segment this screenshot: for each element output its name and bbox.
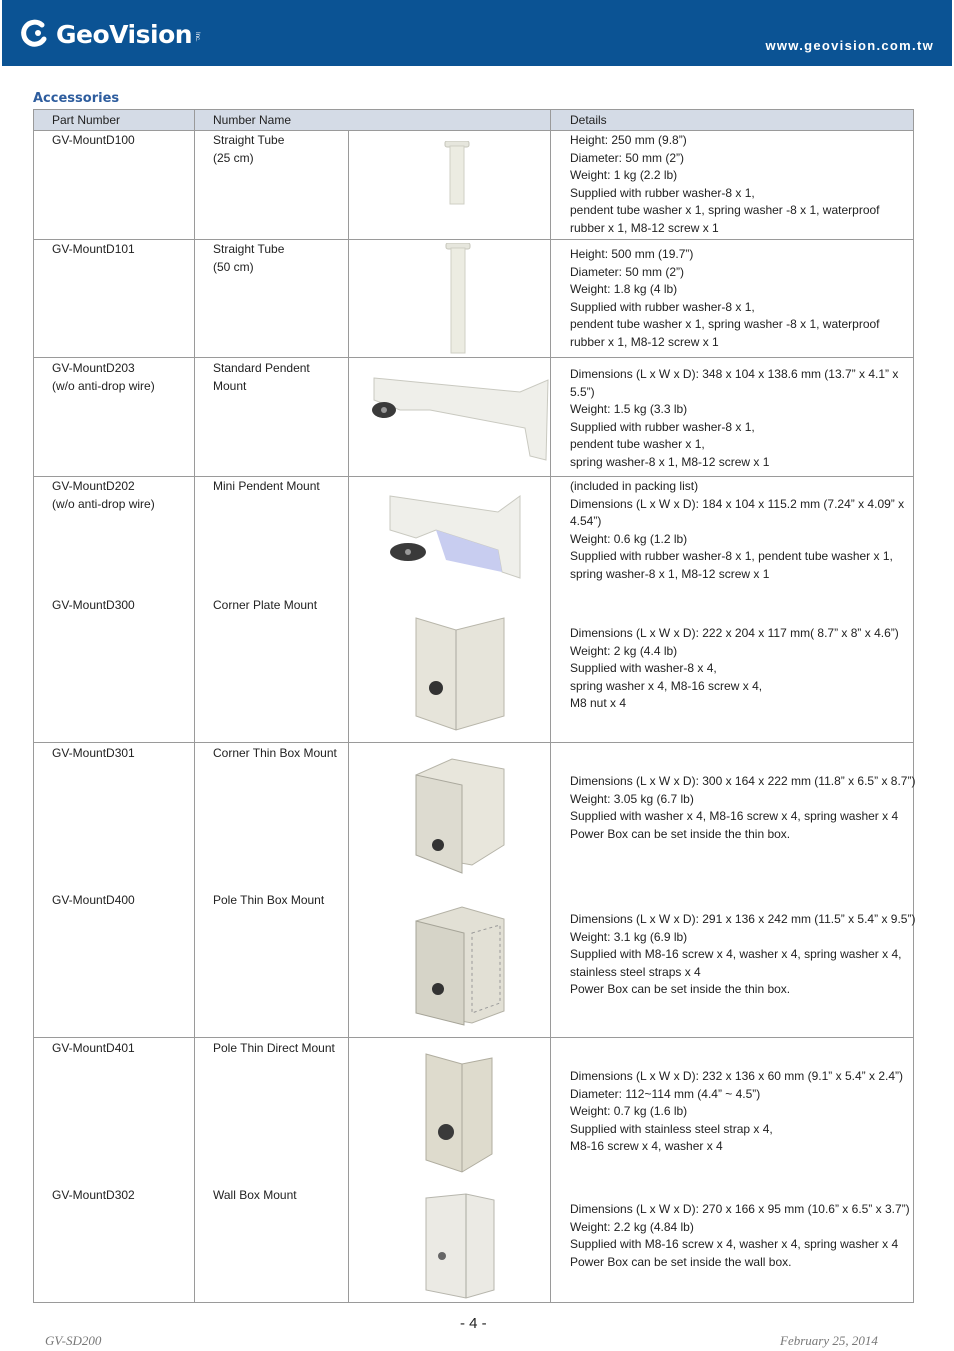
table-row-name: Corner Plate Mount	[213, 598, 318, 612]
corner-plate-mount-icon	[412, 608, 507, 733]
geovision-logo-icon	[20, 19, 50, 49]
page-number: - 4 -	[460, 1315, 487, 1332]
pendent-mount-icon	[370, 370, 550, 465]
table-row-name: Straight Tube (50 cm)	[213, 242, 285, 274]
page-header	[2, 0, 952, 66]
table-row-name: Straight Tube (25 cm)	[213, 133, 285, 165]
row-divider	[34, 357, 913, 358]
accessories-table	[33, 109, 914, 1303]
geovision-logo	[20, 14, 200, 54]
footer-date: February 25, 2014	[780, 1333, 878, 1348]
row-divider	[34, 742, 913, 743]
brand-suffix: Inc.	[194, 32, 201, 42]
table-row-name: Corner Thin Box Mount	[213, 746, 337, 760]
table-row-name: Pole Thin Box Mount	[213, 893, 325, 907]
corner-box-mount-icon	[412, 755, 507, 880]
table-row-details: Dimensions (L x W x D): 300 x 164 x 222 mm (11.8” x 6.5” x 8.7”) Weight: 3.05 kg (6.7 lb) Supplied with washer x 4, M8-16 screw x 4, spring washer x 4 Power Box can be set inside the thin box.	[570, 774, 916, 841]
table-row-details: Height: 250 mm (9.8”) Diameter: 50 mm (2”) Weight: 1 kg (2.2 lb) Supplied with rubber washer-8 x 1, pendent tube washer x 1, spring washer -8 x 1, waterproof rubber x 1, M8-12 screw x 1	[570, 133, 880, 235]
pole-direct-mount-icon	[422, 1050, 497, 1175]
column-header-part-number: Part Number	[52, 113, 121, 127]
column-header-details: Details	[570, 113, 607, 127]
table-row-part: GV-MountD401	[52, 1041, 135, 1055]
row-divider	[34, 476, 913, 477]
table-row-name: Mini Pendent Mount	[213, 479, 320, 493]
table-row-details: Dimensions (L x W x D): 222 x 204 x 117 mm( 8.7” x 8” x 4.6”) Weight: 2 kg (4.4 lb) Supplied with washer-8 x 4, spring washer x 4, M8-16 screw x 4, M8 nut x 4	[570, 626, 899, 711]
table-row-part: GV-MountD100	[52, 133, 135, 147]
table-row-name: Pole Thin Direct Mount	[213, 1041, 335, 1055]
table-row-details: Height: 500 mm (19.7”) Diameter: 50 mm (2”) Weight: 1.8 kg (4 lb) Supplied with rubber washer-8 x 1, pendent tube washer x 1, spring washer -8 x 1, waterproof rubber x 1, M8-12 screw x 1	[570, 247, 880, 349]
table-row-details: (included in packing list) Dimensions (L x W x D): 184 x 104 x 115.2 mm (7.24” x 4.09” x 4.54”) Weight: 0.6 kg (1.2 lb) Supplied with rubber washer-8 x 1, pendent tube washer x 1, spring washer-8 x 1, M8-12 screw x 1	[570, 479, 905, 581]
row-divider	[34, 239, 913, 240]
table-header	[34, 110, 913, 131]
table-row-part: GV-MountD400	[52, 893, 135, 907]
table-row-name: Standard Pendent Mount	[213, 361, 310, 393]
column-header-number-name: Number Name	[213, 113, 292, 127]
website-url: www.geovision.com.tw	[765, 38, 934, 53]
section-title: Accessories	[33, 91, 120, 106]
column-divider	[550, 110, 551, 1302]
wall-box-mount-icon	[420, 1190, 500, 1300]
table-row-details: Dimensions (L x W x D): 348 x 104 x 138.6 mm (13.7” x 4.1” x 5.5”) Weight: 1.5 kg (3.3 lb) Supplied with rubber washer-8 x 1, pendent tube washer x 1, spring washer-8 x 1, M8-12 screw x 1	[570, 367, 899, 469]
straight-tube-long-icon	[443, 243, 473, 355]
column-divider	[348, 131, 349, 1302]
footer-model: GV-SD200	[45, 1333, 102, 1348]
pole-box-mount-icon	[412, 903, 507, 1028]
table-row-part: GV-MountD101	[52, 242, 135, 256]
table-row-details: Dimensions (L x W x D): 270 x 166 x 95 mm (10.6” x 6.5” x 3.7”) Weight: 2.2 kg (4.84 lb) Supplied with M8-16 screw x 4, washer x 4, spring washer x 4 Power Box can be set inside the wall box.	[570, 1202, 910, 1269]
table-row-part: GV-MountD300	[52, 598, 135, 612]
brand-name: GeoVision	[56, 19, 193, 49]
table-row-details: Dimensions (L x W x D): 291 x 136 x 242 mm (11.5” x 5.4” x 9.5”) Weight: 3.1 kg (6.9 lb) Supplied with M8-16 screw x 4, washer x 4, spring washer x 4, stainless steel straps x 4 Power Box can be set inside the thin box.	[570, 912, 916, 997]
table-row-part: GV-MountD302	[52, 1188, 135, 1202]
table-row-part: GV-MountD301	[52, 746, 135, 760]
mini-pendent-mount-icon	[386, 490, 536, 585]
table-row-details: Dimensions (L x W x D): 232 x 136 x 60 mm (9.1” x 5.4” x 2.4”) Diameter: 112~114 mm (4.4” ~ 4.5”) Weight: 0.7 kg (1.6 lb) Supplied with stainless steel strap x 4, M8-16 screw x 4, washer x 4	[570, 1069, 903, 1154]
table-row-part: GV-MountD202 (w/o anti-drop wire)	[52, 479, 155, 511]
straight-tube-short-icon	[442, 141, 472, 206]
row-divider	[34, 1037, 913, 1038]
table-row-name: Wall Box Mount	[213, 1188, 297, 1202]
table-row-part: GV-MountD203 (w/o anti-drop wire)	[52, 361, 155, 393]
column-divider	[194, 110, 195, 1302]
